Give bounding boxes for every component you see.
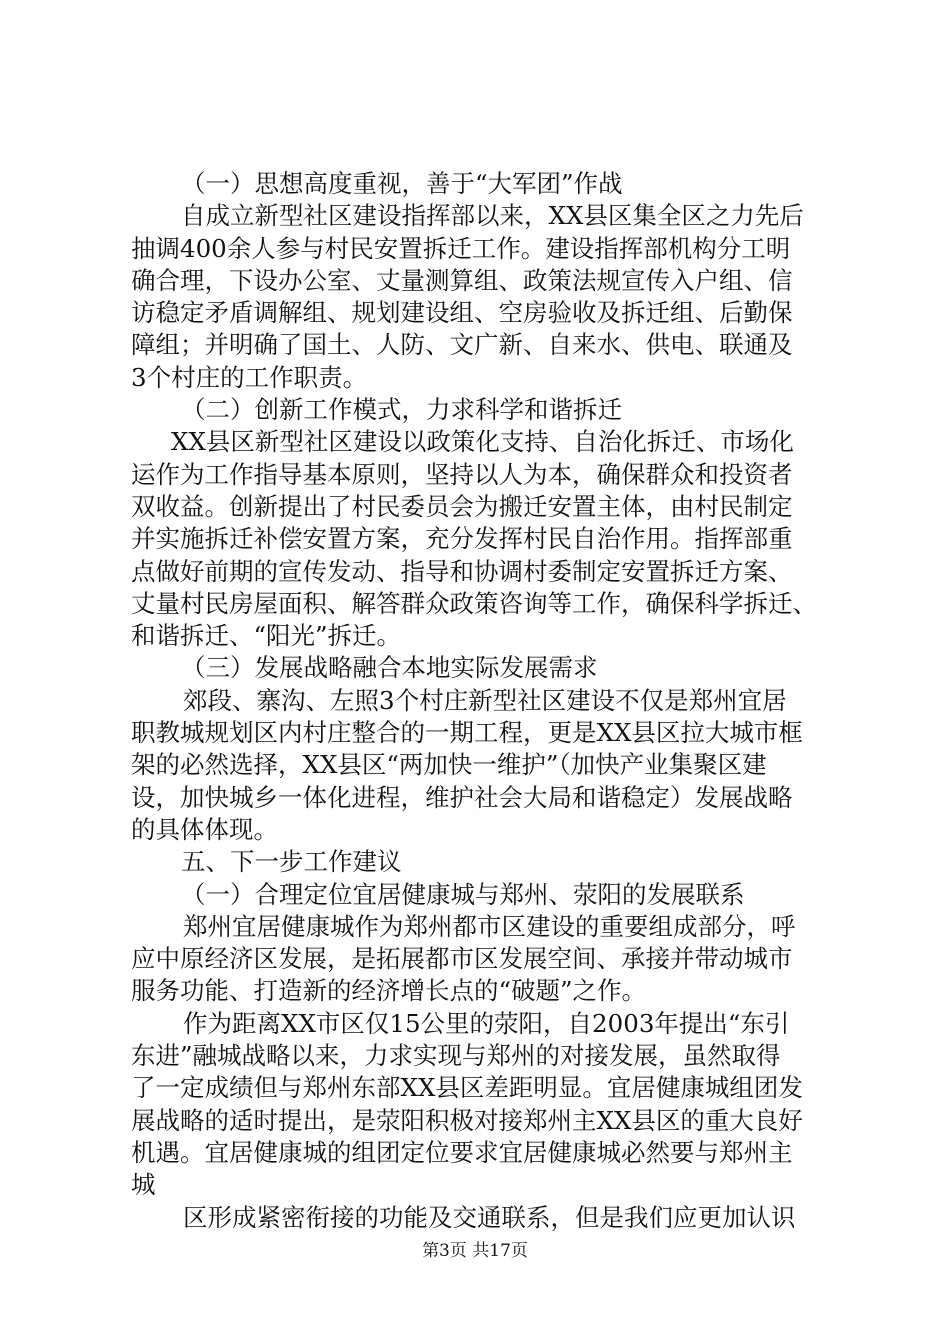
paragraph-line: 并实施拆迁补偿安置方案，充分发挥村民自治作用。指挥部重: [131, 524, 793, 554]
paragraph-line: 3个村庄的工作职责。: [131, 362, 368, 392]
paragraph-line: XX县区新型社区建设以政策化支持、自治化拆迁、市场化: [171, 427, 794, 457]
section-heading: （一）合理定位宜居健康城与郑州、荥阳的发展联系: [181, 879, 745, 909]
paragraph-line: 作为距离XX市区仅15公里的荥阳，自2003年提出“东引: [183, 1008, 790, 1038]
section-heading: （三）发展战略融合本地实际发展需求: [181, 653, 598, 683]
paragraph-line: 设，加快城乡一体化进程，维护社会大局和谐稳定）发展战略: [131, 782, 793, 812]
document-body: [131, 168, 831, 1234]
chapter-heading: 五、下一步工作建议: [181, 847, 402, 877]
paragraph-line: 的具体体现。: [131, 814, 278, 844]
paragraph-line: 访稳定矛盾调解组、规划建设组、空房验收及拆迁组、后勤保: [131, 298, 793, 328]
paragraph-line: 应中原经济区发展，是拓展都市区发展空间、承接并带动城市: [131, 944, 793, 974]
paragraph-line: 确合理，下设办公室、丈量测算组、政策法规宣传入户组、信: [131, 265, 793, 295]
paragraph-line: 双收益。创新提出了村民委员会为搬迁安置主体，由村民制定: [131, 491, 793, 521]
paragraph-line: 障组；并明确了国土、人防、文广新、自来水、供电、联通及: [131, 330, 793, 360]
section-heading: （二）创新工作模式，力求科学和谐拆迁: [181, 395, 622, 425]
paragraph-line: 职教城规划区内村庄整合的一期工程，更是XX县区拉大城市框: [131, 718, 803, 748]
page-number-footer: 第3页 共17页: [422, 1241, 528, 1261]
paragraph-line: 区形成紧密衔接的功能及交通联系，但是我们应更加认识: [183, 1202, 796, 1232]
paragraph-line: 展战略的适时提出，是荥阳积极对接郑州主XX县区的重大良好: [131, 1105, 803, 1135]
paragraph-line: 丈量村民房屋面积、解答群众政策咨询等工作，确保科学拆迁、: [131, 588, 817, 618]
paragraph-line: 点做好前期的宣传发动、指导和协调村委制定安置拆迁方案、: [131, 556, 793, 586]
paragraph-line: 了一定成绩但与郑州东部XX县区差距明显。宜居健康城组团发: [131, 1073, 803, 1103]
paragraph-line: 自成立新型社区建设指挥部以来，XX县区集全区之力先后: [181, 201, 804, 231]
section-heading: （一）思想高度重视，善于“大军团”作战: [181, 169, 623, 198]
paragraph-line: 机遇。宜居健康城的组团定位要求宜居健康城必然要与郑州主: [131, 1137, 793, 1167]
paragraph-line: 抽调400余人参与村民安置拆迁工作。建设指挥部机构分工明: [131, 233, 791, 263]
paragraph-line: 架的必然选择，XX县区“两加快一维护”（加快产业集聚区建: [131, 750, 767, 780]
paragraph-line: 城: [131, 1170, 156, 1200]
paragraph-line: 东进”融城战略以来，力求实现与郑州的对接发展，虽然取得: [131, 1041, 781, 1071]
paragraph-line: 运作为工作指导基本原则，坚持以人为本，确保群众和投资者: [131, 459, 793, 489]
paragraph-line: 服务功能、打造新的经济增长点的“破题”之作。: [131, 976, 647, 1006]
paragraph-line: 郊段、寨沟、左照3个村庄新型社区建设不仅是郑州宜居: [183, 685, 787, 715]
paragraph-line: 和谐拆迁、“阳光”拆迁。: [131, 621, 402, 651]
paragraph-line: 郑州宜居健康城作为郑州都市区建设的重要组成部分，呼: [183, 911, 796, 941]
